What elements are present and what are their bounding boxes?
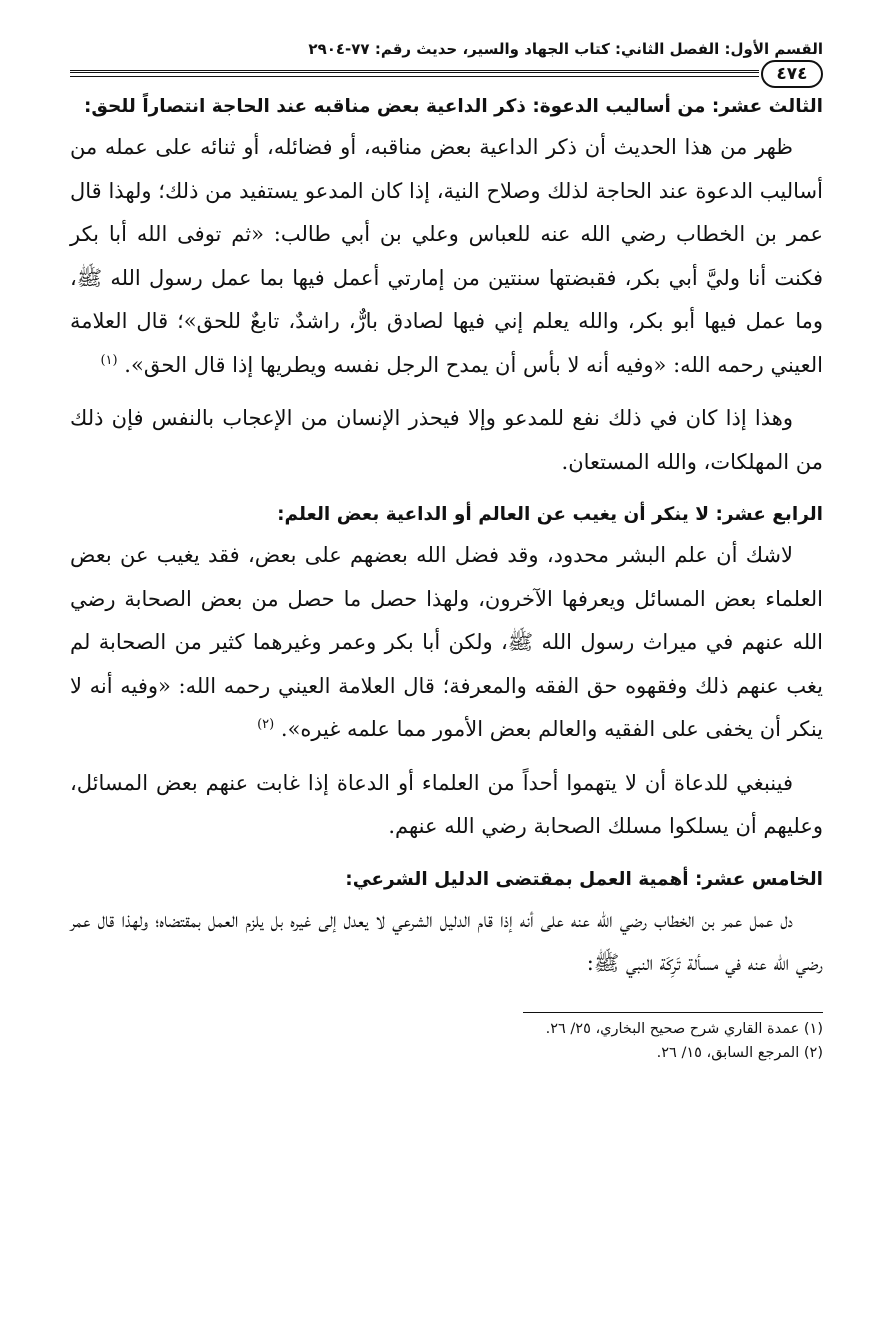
paragraph-text: لاشك أن علم البشر محدود، وقد فضل الله بعضهم على بعض، فقد يغيب عن بعض العلماء بعض المسائل ويعرفها الآخرون، ولهذا حصل ما حصل من بعض الصحابة رضي الله عنهم في ميراث رسول الله ﷺ، ولكن أبا بكر وعمر وغيرهما كثير من الصحابة لم يغب عنهم ذلك وفقهوه حق الفقه والمعرفة؛ قال العلامة العيني رحمه الله: «وفيه أنه لا ينكر أن يخفى على الفقيه والعالم بعض الأمور مما علمه غيره». (70, 543, 823, 741)
paragraph-spacer (70, 752, 823, 762)
document-page (70, 38, 823, 1316)
section-title: الخامس عشر: أهمية العمل بمقتضى الدليل الشرعي: (345, 868, 823, 890)
section-spacer (70, 849, 823, 859)
footnote: (٢) المرجع السابق، ١٥/ ٢٦. (656, 1044, 823, 1061)
footnote-marker: (١) (100, 352, 118, 368)
paragraph-text: ظهر من هذا الحديث أن ذكر الداعية بعض مناقبه، أو فضائله، أو ثنائه على عمله من أساليب الدعوة عند الحاجة لذلك وصلاح النية، إذا كان المدعو يستفيد من ذلك؛ ولهذا قال عمر بن الخطاب رضي الله عنه للعباس وعلي بن أبي طالب: «ثم توفى الله أبا بكر فكنت أنا وليَّ أبي بكر، فقبضتها سنتين من إمارتي أعمل فيها بما عمل رسول الله ﷺ، وما عمل فيها أبو بكر، والله يعلم إني فيها لصادق بارٌّ، راشدٌ، تابعٌ للحق»؛ قال العلامة العيني رحمه الله: «وفيه أنه لا بأس أن يمدح الرجل نفسه ويطريها إذا قال الحق». (70, 135, 823, 377)
footnote-rule (523, 1012, 823, 1013)
footnote: (١) عمدة القاري شرح صحيح البخاري، ٢٥/ ٢٦. (545, 1020, 823, 1037)
paragraph: وهذا إذا كان في ذلك نفع للمدعو وإلا فيحذر الإنسان من الإعجاب بالنفس فإن ذلك من المهلكات، والله المستعان. (70, 406, 823, 474)
page-number: ٤٧٤ (761, 60, 823, 88)
paragraph (70, 126, 823, 387)
section-title: الرابع عشر: لا ينكر أن يغيب عن العالم أو الداعية بعض العلم: (277, 504, 823, 525)
paragraph-spacer (70, 387, 823, 397)
footnote-marker: (٢) (257, 717, 275, 732)
paragraph: دل عمل عمر بن الخطاب رضي الله عنه على أنه إذا قام الدليل الشرعي لا يعدل إلى غيره بل يلزم العمل بمقتضاه؛ ولهذا قال عمر رضي الله عنه في مسألة تَرِكَة النبي ﷺ: (70, 907, 823, 975)
header-rule-row (70, 60, 823, 86)
section-title: الثالث عشر: من أساليب الدعوة: ذكر الداعية بعض مناقبه عند الحاجة انتصاراً للحق: (83, 96, 823, 117)
section-spacer (70, 484, 823, 494)
paragraph (70, 534, 823, 752)
running-header: القسم الأول: الفصل الثاني: كتاب الجهاد والسير، حديث رقم: ٧٧-٢٩٠٤ (308, 40, 823, 58)
header-rule (70, 70, 759, 77)
paragraph: فينبغي للدعاة أن لا يتهموا أحداً من العلماء أو الدعاة إذا غابت عنهم بعض المسائل، وعليهم أن يسلكوا مسلك الصحابة رضي الله عنهم. (70, 770, 823, 838)
